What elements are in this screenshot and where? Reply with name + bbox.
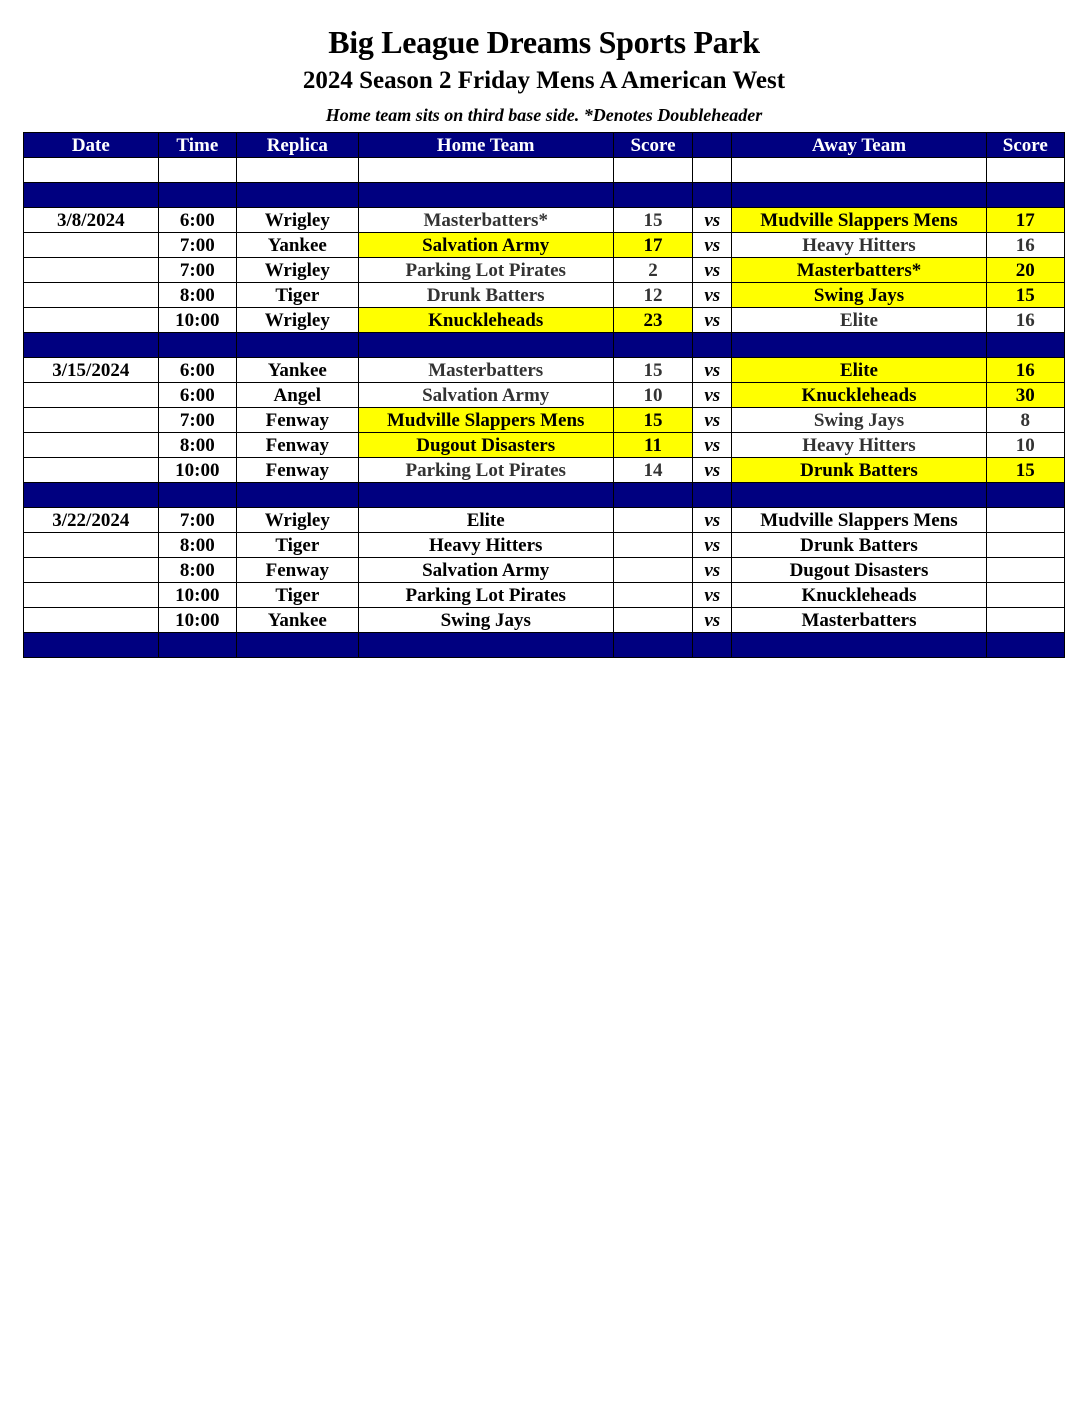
away-team-cell: Heavy Hitters [732, 433, 986, 458]
replica-cell: Yankee [237, 608, 359, 633]
home-score-cell [613, 583, 692, 608]
spacer-cell [732, 633, 986, 658]
away-score-cell: 17 [986, 208, 1064, 233]
column-header-date: Date [24, 133, 159, 158]
spacer-cell [986, 633, 1064, 658]
replica-cell: Fenway [237, 558, 359, 583]
spacer-cell [24, 158, 159, 183]
away-team-cell: Masterbatters [732, 608, 986, 633]
home-team-cell: Heavy Hitters [358, 533, 613, 558]
spacer-cell [158, 158, 236, 183]
table-row [24, 383, 1065, 408]
replica-cell: Tiger [237, 533, 359, 558]
spacer-cell [358, 183, 613, 208]
date-cell [24, 408, 159, 433]
spacer-cell [613, 183, 692, 208]
home-score-cell: 23 [613, 308, 692, 333]
home-team-cell: Parking Lot Pirates [358, 258, 613, 283]
separator-row [24, 183, 1065, 208]
spacer-cell [237, 183, 359, 208]
time-cell: 6:00 [158, 208, 236, 233]
table-row [24, 583, 1065, 608]
spacer-cell [732, 483, 986, 508]
away-team-cell: Mudville Slappers Mens [732, 208, 986, 233]
spacer-cell [986, 183, 1064, 208]
vs-cell: vs [693, 433, 732, 458]
away-score-cell [986, 533, 1064, 558]
home-team-cell: Parking Lot Pirates [358, 458, 613, 483]
home-team-cell: Masterbatters* [358, 208, 613, 233]
spacer-cell [358, 483, 613, 508]
away-team-cell: Swing Jays [732, 283, 986, 308]
away-score-cell: 20 [986, 258, 1064, 283]
vs-cell: vs [693, 258, 732, 283]
spacer-cell [613, 483, 692, 508]
table-row [24, 608, 1065, 633]
time-cell: 8:00 [158, 283, 236, 308]
away-team-cell: Swing Jays [732, 408, 986, 433]
column-header-home-team: Home Team [358, 133, 613, 158]
spacer-cell [358, 633, 613, 658]
home-team-cell: Salvation Army [358, 233, 613, 258]
spacer-cell [613, 633, 692, 658]
away-team-cell: Knuckleheads [732, 583, 986, 608]
away-score-cell: 30 [986, 383, 1064, 408]
table-row [24, 408, 1065, 433]
time-cell: 8:00 [158, 558, 236, 583]
away-score-cell: 10 [986, 433, 1064, 458]
schedule-note: Home team sits on third base side. *Denotes Doubleheader [325, 105, 763, 125]
home-score-cell [613, 533, 692, 558]
table-row [24, 358, 1065, 383]
home-team-cell: Parking Lot Pirates [358, 583, 613, 608]
replica-cell: Yankee [237, 233, 359, 258]
time-cell: 8:00 [158, 533, 236, 558]
away-score-cell: 16 [986, 358, 1064, 383]
date-cell: 3/8/2024 [24, 208, 159, 233]
vs-cell: vs [693, 408, 732, 433]
spacer-cell [158, 633, 236, 658]
vs-cell: vs [693, 308, 732, 333]
separator-row [24, 633, 1065, 658]
table-row [24, 283, 1065, 308]
home-team-cell: Drunk Batters [358, 283, 613, 308]
schedule-table [23, 132, 1065, 658]
vs-cell: vs [693, 233, 732, 258]
spacer-cell [158, 183, 236, 208]
date-cell [24, 258, 159, 283]
spacer-cell [237, 633, 359, 658]
header-row [24, 133, 1065, 158]
spacer-cell [158, 333, 236, 358]
blank-row [24, 158, 1065, 183]
away-score-cell: 16 [986, 233, 1064, 258]
date-cell [24, 383, 159, 408]
spacer-cell [237, 333, 359, 358]
vs-cell: vs [693, 533, 732, 558]
spacer-cell [358, 333, 613, 358]
table-row [24, 433, 1065, 458]
spacer-cell [613, 333, 692, 358]
time-cell: 8:00 [158, 433, 236, 458]
away-score-cell: 16 [986, 308, 1064, 333]
away-team-cell: Elite [732, 308, 986, 333]
column-header-vs [693, 133, 732, 158]
spacer-cell [24, 333, 159, 358]
date-cell: 3/22/2024 [24, 508, 159, 533]
spacer-cell [693, 483, 732, 508]
table-row [24, 533, 1065, 558]
table-row [24, 458, 1065, 483]
home-score-cell [613, 608, 692, 633]
table-row [24, 208, 1065, 233]
away-team-cell: Knuckleheads [732, 383, 986, 408]
spacer-cell [732, 183, 986, 208]
replica-cell: Angel [237, 383, 359, 408]
vs-cell: vs [693, 458, 732, 483]
replica-cell: Fenway [237, 408, 359, 433]
spacer-cell [732, 333, 986, 358]
spacer-cell [693, 333, 732, 358]
home-team-cell: Mudville Slappers Mens [358, 408, 613, 433]
spacer-cell [693, 158, 732, 183]
table-row [24, 508, 1065, 533]
date-cell [24, 608, 159, 633]
home-score-cell: 17 [613, 233, 692, 258]
date-cell [24, 233, 159, 258]
replica-cell: Wrigley [237, 258, 359, 283]
home-score-cell: 15 [613, 408, 692, 433]
vs-cell: vs [693, 608, 732, 633]
spacer-cell [693, 633, 732, 658]
separator-row [24, 333, 1065, 358]
home-team-cell: Elite [358, 508, 613, 533]
vs-cell: vs [693, 583, 732, 608]
spacer-cell [358, 158, 613, 183]
home-score-cell: 15 [613, 208, 692, 233]
time-cell: 10:00 [158, 458, 236, 483]
home-score-cell: 14 [613, 458, 692, 483]
table-row [24, 258, 1065, 283]
away-team-cell: Mudville Slappers Mens [732, 508, 986, 533]
column-header-time: Time [158, 133, 236, 158]
vs-cell: vs [693, 208, 732, 233]
home-team-cell: Salvation Army [358, 383, 613, 408]
time-cell: 6:00 [158, 358, 236, 383]
home-score-cell [613, 558, 692, 583]
page-title: Big League Dreams Sports Park [328, 24, 760, 60]
home-team-cell: Knuckleheads [358, 308, 613, 333]
replica-cell: Wrigley [237, 508, 359, 533]
date-cell [24, 458, 159, 483]
vs-cell: vs [693, 358, 732, 383]
away-team-cell: Heavy Hitters [732, 233, 986, 258]
spacer-cell [24, 633, 159, 658]
spacer-cell [613, 158, 692, 183]
spacer-cell [24, 183, 159, 208]
spacer-cell [693, 183, 732, 208]
away-score-cell: 8 [986, 408, 1064, 433]
away-score-cell [986, 508, 1064, 533]
replica-cell: Wrigley [237, 308, 359, 333]
home-score-cell: 10 [613, 383, 692, 408]
time-cell: 10:00 [158, 608, 236, 633]
spacer-cell [986, 483, 1064, 508]
time-cell: 10:00 [158, 583, 236, 608]
away-team-cell: Masterbatters* [732, 258, 986, 283]
away-team-cell: Drunk Batters [732, 533, 986, 558]
column-header-home-score: Score [613, 133, 692, 158]
date-cell [24, 283, 159, 308]
away-score-cell [986, 558, 1064, 583]
away-score-cell [986, 608, 1064, 633]
home-team-cell: Dugout Disasters [358, 433, 613, 458]
table-row [24, 308, 1065, 333]
column-header-away-score: Score [986, 133, 1064, 158]
replica-cell: Yankee [237, 358, 359, 383]
separator-row [24, 483, 1065, 508]
away-score-cell: 15 [986, 458, 1064, 483]
replica-cell: Fenway [237, 433, 359, 458]
away-score-cell [986, 583, 1064, 608]
vs-cell: vs [693, 508, 732, 533]
replica-cell: Fenway [237, 458, 359, 483]
home-team-cell: Masterbatters [358, 358, 613, 383]
vs-cell: vs [693, 558, 732, 583]
column-header-replica: Replica [237, 133, 359, 158]
spacer-cell [986, 333, 1064, 358]
page-subtitle: 2024 Season 2 Friday Mens A American West [302, 67, 786, 94]
time-cell: 10:00 [158, 308, 236, 333]
home-score-cell: 11 [613, 433, 692, 458]
date-cell [24, 583, 159, 608]
home-team-cell: Swing Jays [358, 608, 613, 633]
home-score-cell [613, 508, 692, 533]
date-cell [24, 558, 159, 583]
spacer-cell [237, 158, 359, 183]
spacer-cell [732, 158, 986, 183]
spacer-cell [237, 483, 359, 508]
vs-cell: vs [693, 283, 732, 308]
date-cell [24, 533, 159, 558]
time-cell: 7:00 [158, 233, 236, 258]
replica-cell: Tiger [237, 583, 359, 608]
vs-cell: vs [693, 383, 732, 408]
time-cell: 6:00 [158, 383, 236, 408]
home-score-cell: 15 [613, 358, 692, 383]
replica-cell: Wrigley [237, 208, 359, 233]
table-row [24, 233, 1065, 258]
time-cell: 7:00 [158, 258, 236, 283]
away-team-cell: Elite [732, 358, 986, 383]
schedule-body [24, 158, 1065, 658]
date-cell: 3/15/2024 [24, 358, 159, 383]
date-cell [24, 308, 159, 333]
away-team-cell: Drunk Batters [732, 458, 986, 483]
column-header-away-team: Away Team [732, 133, 986, 158]
replica-cell: Tiger [237, 283, 359, 308]
away-score-cell: 15 [986, 283, 1064, 308]
spacer-cell [24, 483, 159, 508]
date-cell [24, 433, 159, 458]
time-cell: 7:00 [158, 408, 236, 433]
spacer-cell [158, 483, 236, 508]
time-cell: 7:00 [158, 508, 236, 533]
home-team-cell: Salvation Army [358, 558, 613, 583]
away-team-cell: Dugout Disasters [732, 558, 986, 583]
spacer-cell [986, 158, 1064, 183]
home-score-cell: 12 [613, 283, 692, 308]
table-row [24, 558, 1065, 583]
home-score-cell: 2 [613, 258, 692, 283]
